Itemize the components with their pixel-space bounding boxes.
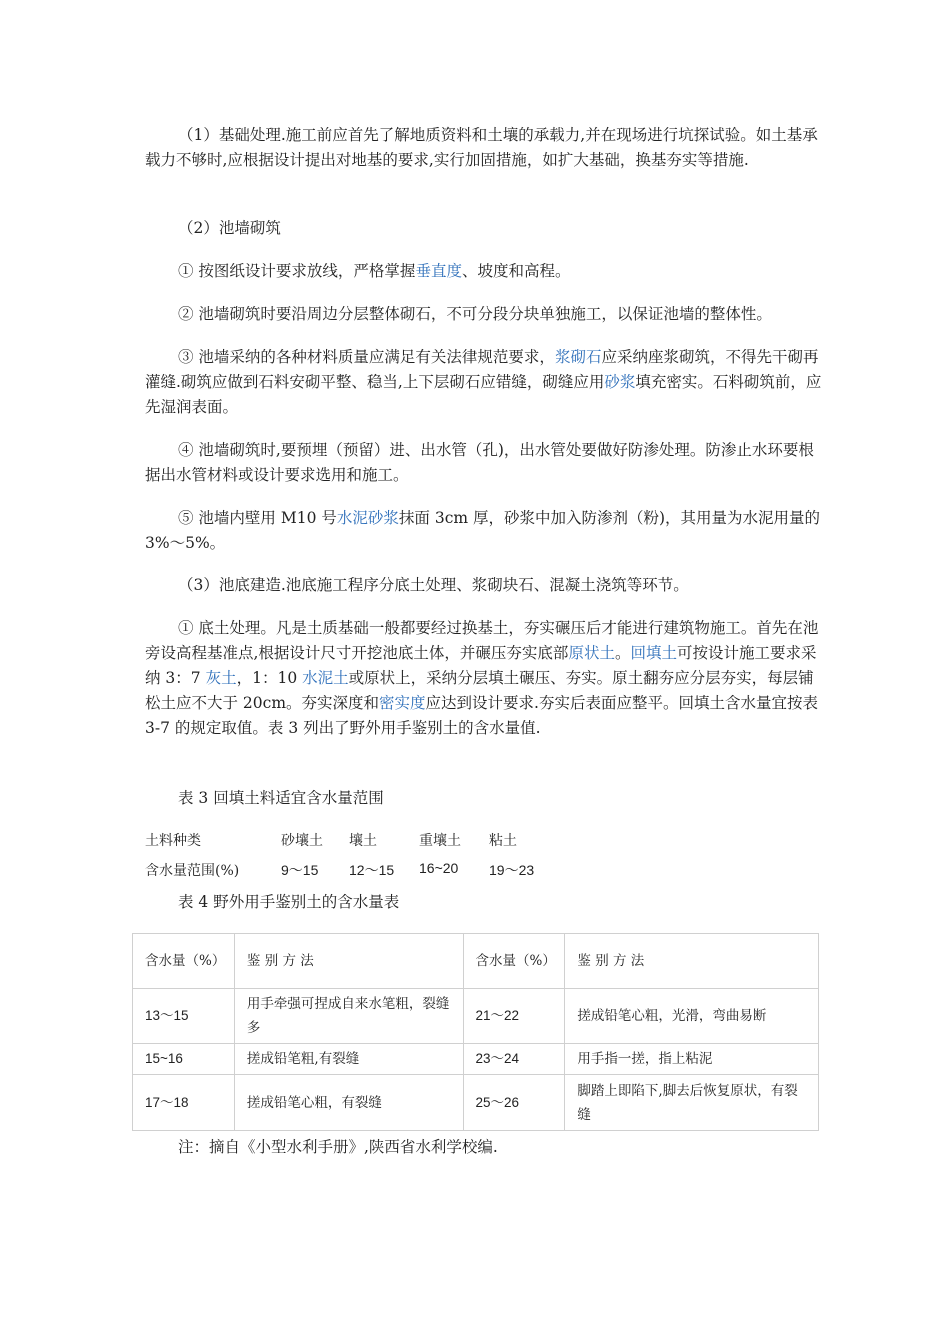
item-1-text-pre: ① 按图纸设计要求放线，严格掌握 <box>178 262 416 280</box>
item-5-text-post: 抹面 3cm 厚，砂浆中加入防渗剂（粉)，其用量为水泥用量的 3%～5%。 <box>145 509 821 552</box>
table-4-cell: 用手牵强可捏成自来水笔粗，裂缝多 <box>234 989 463 1044</box>
table-4-header-cell: 含水量（%） <box>133 934 235 989</box>
section-3-title: （3）池底建造.池底施工程序分底土处理、浆砌块石、混凝土浇筑等环节。 <box>178 576 689 594</box>
item-4-paragraph: ④ 池墙砌筑时,要预埋（预留）进、出水管（孔)，出水管处要做好防渗处理。防渗止水环要根据出水管材料或设计要求选用和施工。 <box>145 441 814 484</box>
item-3-text-pre: ③ 池墙采纳的各种材料质量应满足有关法律规范要求， <box>178 348 555 366</box>
table-4-caption: 表 4 野外用手鉴别土的含水量表 <box>178 893 400 911</box>
link-mortar-masonry[interactable]: 浆砌石 <box>554 348 602 366</box>
table-row <box>133 1075 819 1131</box>
table-4-cell: 13～15 <box>133 989 235 1044</box>
sec3-text-e: 或原状上，采纳分层填土碾压、夯实。原土翻夯应分层夯实，每层铺松土应不大于 20cm。夯实深度和 <box>145 669 814 712</box>
table-4-cell: 搓成铅笔心粗，光滑，弯曲易断 <box>565 989 819 1044</box>
table-4 <box>132 933 819 1131</box>
table-3-header-cell: 土料种类 <box>145 833 201 849</box>
sec3-text-d: ，1：10 <box>236 669 303 687</box>
table-4-cell: 25～26 <box>463 1075 565 1131</box>
item-3-text-post: 填充密实。石料砌筑前，应先湿润表面。 <box>145 373 822 416</box>
table-row <box>133 1044 819 1075</box>
item-2-paragraph: ② 池墙砌筑时要沿周边分层整体砌石，不可分段分块单独施工，以保证池墙的整体性。 <box>178 305 772 323</box>
table-4-cell: 用手指一搓，指上粘泥 <box>565 1044 819 1075</box>
table-3-caption: 表 3 回填土料适宜含水量范围 <box>178 789 384 807</box>
item-3-paragraph <box>145 345 825 420</box>
sec3-text-b: 。 <box>614 644 631 662</box>
table-4-header-row <box>133 934 819 989</box>
link-backfill-soil[interactable]: 回填土 <box>630 644 677 662</box>
table-3-header-cell: 壤土 <box>349 833 377 849</box>
section-1-paragraph: （1）基础处理.施工前应首先了解地质资料和土壤的承载力,并在现场进行坑探试验。如土基承载力不够时,应根据设计提出对地基的要求,实行加固措施，如扩大基础，换基夯实等措施. <box>145 126 818 169</box>
link-mortar[interactable]: 砂浆 <box>604 373 636 391</box>
link-undisturbed-soil[interactable]: 原状土 <box>568 644 615 662</box>
table-4-header-cell: 鉴 别 方 法 <box>234 934 463 989</box>
item-5-text-pre: ⑤ 池墙内壁用 M10 号 <box>178 509 337 527</box>
sec3-text-a: ① 底土处理。凡是土质基础一般都要经过换基土，夯实碾压后才能进行建筑物施工。首先在池旁设高程基准点,根据设计尺寸开挖池底土体，并碾压夯实底部 <box>145 619 819 662</box>
table-4-cell: 17～18 <box>133 1075 235 1131</box>
item-3-text-mid: 应采纳座浆砌筑，不得先干砌再灌缝.砌筑应做到石料安砌平整、稳当,上下层砌石应错缝，砌缝应用 <box>145 348 819 391</box>
table-3-value-cell: 12～15 <box>349 862 395 878</box>
link-cement-soil[interactable]: 水泥土 <box>302 669 349 687</box>
table-row <box>133 989 819 1044</box>
table-4-header-cell: 鉴 别 方 法 <box>565 934 819 989</box>
link-lime-soil[interactable]: 灰土 <box>205 669 237 687</box>
table-3-value-cell: 19～23 <box>489 862 535 878</box>
table-3-header-cell: 粘土 <box>489 833 517 849</box>
table-3-value-cell: 16~20 <box>419 860 459 876</box>
link-compactness[interactable]: 密实度 <box>379 694 426 712</box>
table-4-cell: 搓成铅笔心粗，有裂缝 <box>234 1075 463 1131</box>
section-3-paragraph <box>145 616 825 741</box>
link-cement-mortar[interactable]: 水泥砂浆 <box>336 509 399 527</box>
table-3-value-cell: 9～15 <box>281 862 319 878</box>
table-4-cell: 23～24 <box>463 1044 565 1075</box>
item-5-paragraph <box>145 506 825 556</box>
table-3-header-cell: 重壤土 <box>419 833 461 849</box>
link-verticality[interactable]: 垂直度 <box>415 262 462 280</box>
section-2-title: （2）池墙砌筑 <box>178 219 281 237</box>
table-3-header-cell: 砂壤土 <box>281 833 323 849</box>
table-4-header-cell: 含水量（%） <box>463 934 565 989</box>
item-1-paragraph <box>145 259 825 284</box>
table-4-cell: 21～22 <box>463 989 565 1044</box>
table-4-cell: 脚踏上即陷下,脚去后恢复原状，有裂缝 <box>565 1075 819 1131</box>
table-4-cell: 15~16 <box>133 1044 235 1075</box>
sec3-text-c: 可按设计施工要求采纳 3：7 <box>145 644 817 687</box>
footnote: 注：摘自《小型水利手册》,陕西省水利学校编. <box>178 1138 498 1156</box>
table-4-cell: 搓成铅笔粗,有裂缝 <box>234 1044 463 1075</box>
item-1-text-post: 、坡度和高程。 <box>461 262 571 280</box>
table-3-value-cell: 含水量范围(%) <box>145 863 240 879</box>
sec3-text-f: 应达到设计要求.夯实后表面应整平。回填土含水量宜按表 3-7 的规定取值。表 3 列出了野外用手鉴别土的含水量值. <box>145 694 818 737</box>
